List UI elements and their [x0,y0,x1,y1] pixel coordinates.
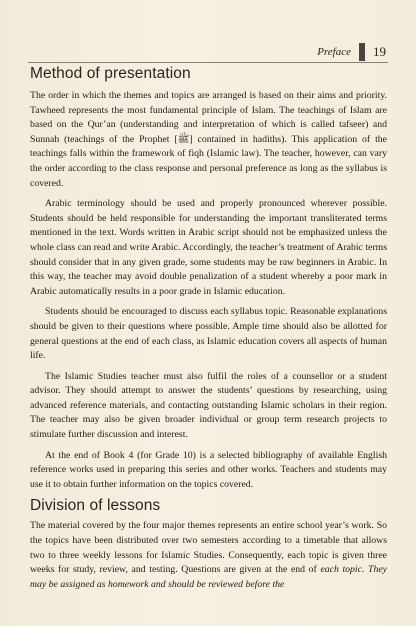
running-head: Preface [317,46,351,58]
paragraph: The Islamic Studies teacher must also fulfil the roles of a counsellor or a student advisor. They should attempt to answer the students’ questions by researching, using advanced reference materials, and contacting outstanding Islamic scholars in their region. The teacher may also be given broader individual or group term research projects to stimulate further discussion and interest. [30,370,387,441]
paragraph: Students should be encouraged to discuss each syllabus topic. Reasonable explanations should be given to their questions where possible. Ample time should also be allotted for general questions at the end of each class, as Islamic education covers all aspects of human life. [30,306,387,362]
page-header [317,42,386,62]
page-number: 19 [373,44,386,59]
header-rule [28,62,388,63]
paragraph-text: The material covered by the four major themes represents an entire school year’s work. So the topics have been distributed over two semesters according to a timetable that allows two to three weekly lessons for Islamic Studies. Consequently, each topic is given three weeks for study, review, and testing. Questions are given at the end of [30,520,387,576]
paragraph-italic-text: each topic. They may be assigned as homework and should be reviewed before the [30,564,387,590]
paragraph: At the end of Book 4 (for Grade 10) is a selected bibliography of available English reference works used in preparing this series and other works. Teachers and students may use it to obtain further information on the topics covered. [30,449,387,490]
page-body [30,64,387,592]
header-tab-marker [359,43,365,61]
paragraph [30,519,387,592]
section-heading-division-of-lessons: Division of lessons [30,497,161,515]
paragraph: Arabic terminology should be used and properly pronounced wherever possible. Students should be held responsible for understanding the important transliterated terms mentioned in the text. Words written in Arabic script should not be emphasized unless the whole class can read and write Arabic. Accordingly, the teacher’s treatment of Arabic terms should consider that in any given grade, some students may be raw beginners in Arabic. In this way, the teacher may avoid double penalization of a student whereby a poor mark in Arabic automatically results in a poor grade in Islamic education. [30,198,387,297]
paragraph: The order in which the themes and topics are arranged is based on their aims and priority. Tawheed represents the most fundamental principle of Islam. The teachings of Islam are based on the Qur’an (understanding and interpretation of which is called tafseer) and Sunnah (teachings of the Prophet [ﷺ] contained in hadiths). This application of the teachings falls within the framework of fiqh (Islamic law). The teacher, however, can vary the order according to the class response and personal preference as long as the syllabus is covered. [30,90,387,189]
section-heading-method-of-presentation: Method of presentation [30,65,191,82]
